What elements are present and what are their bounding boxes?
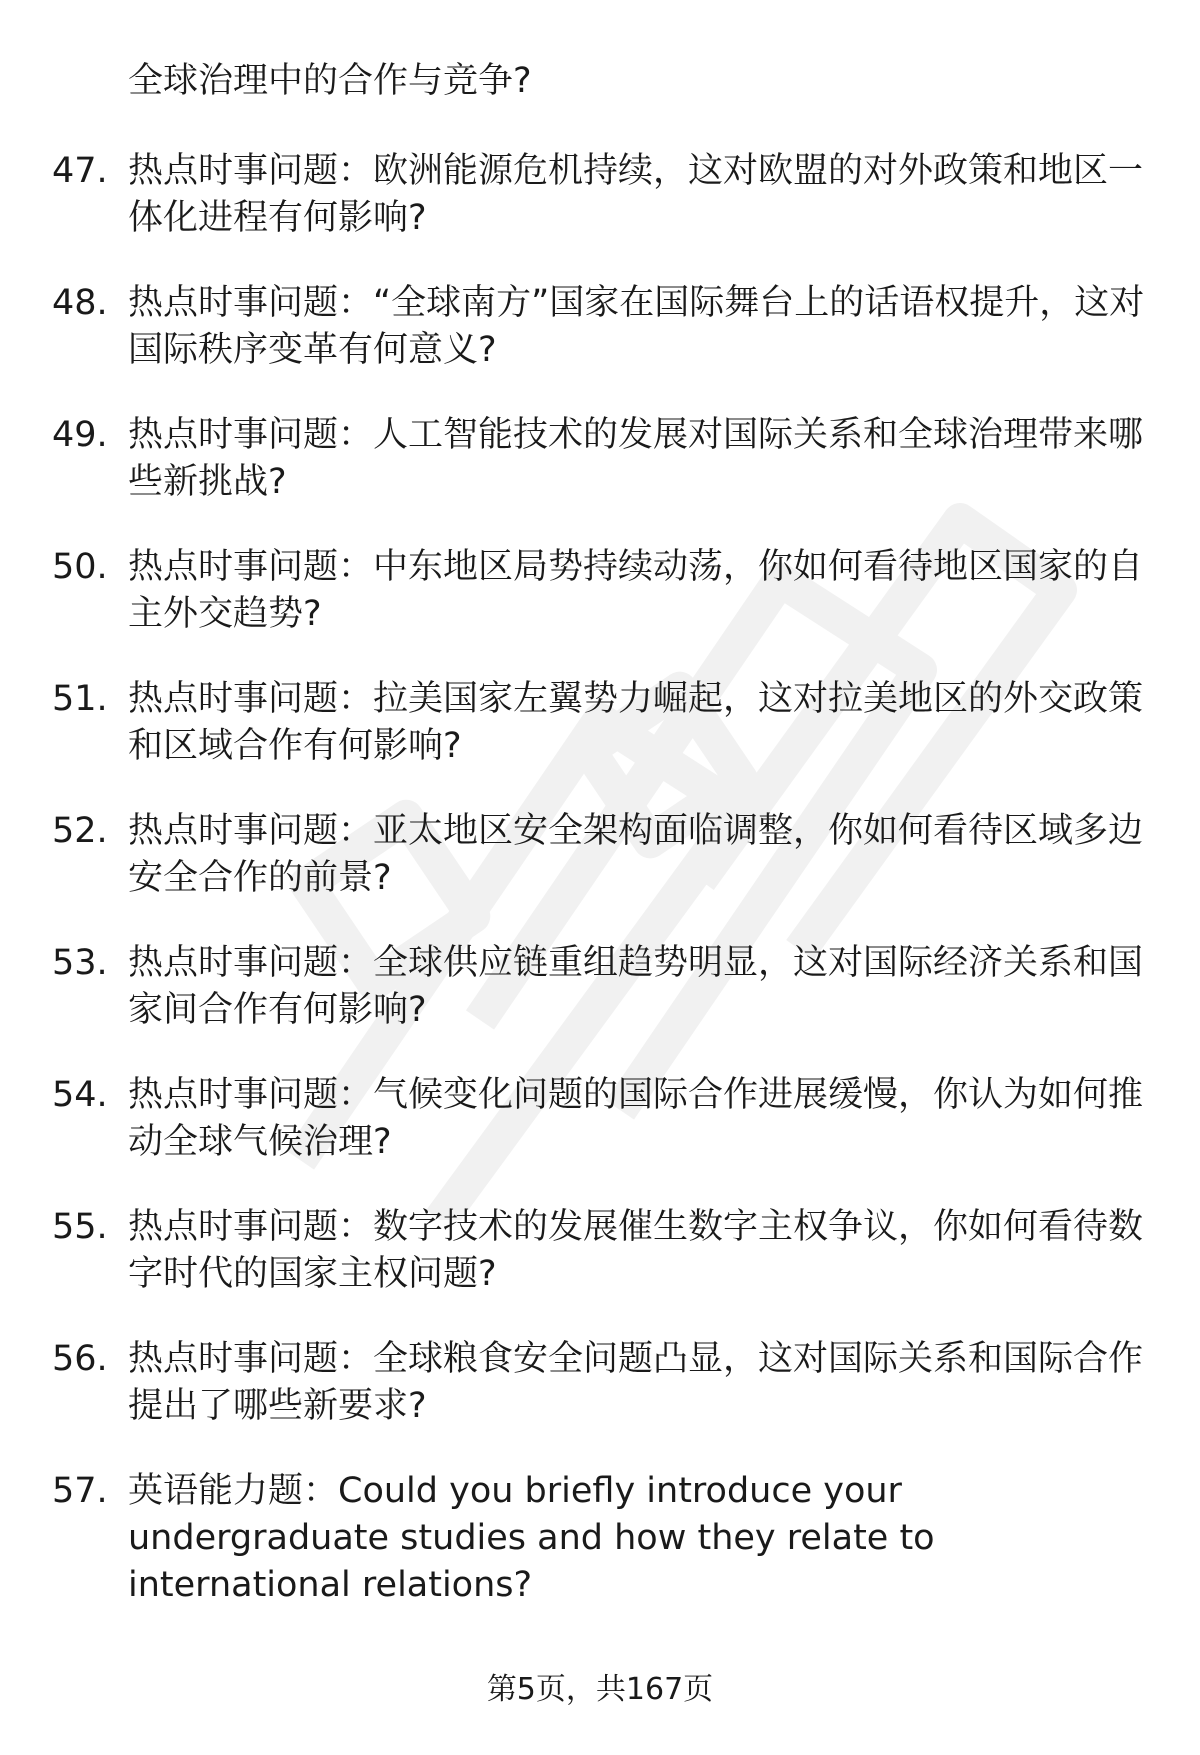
question-number: 47.: [52, 151, 108, 191]
question-item: [0, 1072, 1200, 1164]
question-item: [0, 940, 1200, 1032]
question-text: 热点时事问题：气候变化问题的国际合作进展缓慢，你认为如何推动全球气候治理?: [128, 1075, 1144, 1162]
question-item: [0, 808, 1200, 900]
question-item: [0, 1204, 1200, 1296]
question-item: [0, 1336, 1200, 1428]
question-text: 热点时事问题：人工智能技术的发展对国际关系和全球治理带来哪些新挑战?: [128, 415, 1144, 502]
continuation-text: 全球治理中的合作与竞争?: [128, 61, 532, 101]
question-text: 热点时事问题：中东地区局势持续动荡，你如何看待地区国家的自主外交趋势?: [128, 547, 1144, 634]
question-text: 热点时事问题：“全球南方”国家在国际舞台上的话语权提升，这对国际秩序变革有何意义?: [128, 283, 1145, 370]
question-number: 57.: [52, 1471, 108, 1511]
question-number: 52.: [52, 811, 108, 851]
question-number: 49.: [52, 415, 108, 455]
question-text: 热点时事问题：全球粮食安全问题凸显，这对国际关系和国际合作提出了哪些新要求?: [128, 1339, 1144, 1426]
question-item: [0, 412, 1200, 504]
question-text: 热点时事问题：欧洲能源危机持续，这对欧盟的对外政策和地区一体化进程有何影响?: [128, 151, 1144, 238]
question-number: 51.: [52, 679, 108, 719]
question-number: 54.: [52, 1075, 108, 1115]
question-item: [0, 148, 1200, 240]
question-number: 48.: [52, 283, 108, 323]
question-number: 56.: [52, 1339, 108, 1379]
question-text: 热点时事问题：亚太地区安全架构面临调整，你如何看待区域多边安全合作的前景?: [128, 811, 1144, 898]
question-number: 53.: [52, 943, 108, 983]
question-list: [0, 148, 1200, 1647]
question-item: [0, 280, 1200, 372]
question-item: [0, 544, 1200, 636]
question-item: [0, 676, 1200, 768]
question-item: [0, 1468, 1200, 1607]
question-number: 55.: [52, 1207, 108, 1247]
question-text: 热点时事问题：全球供应链重组趋势明显，这对国际经济关系和国家间合作有何影响?: [128, 943, 1144, 1030]
question-text: 热点时事问题：拉美国家左翼势力崛起，这对拉美地区的外交政策和区域合作有何影响?: [128, 679, 1144, 766]
question-text: 热点时事问题：数字技术的发展催生数字主权争议，你如何看待数字时代的国家主权问题?: [128, 1207, 1144, 1294]
question-number: 50.: [52, 547, 108, 587]
question-text: 英语能力题：Could you briefly introduce your undergraduate studies and how they relate to international relations?: [128, 1471, 935, 1605]
page-footer: 第5页，共167页: [486, 1672, 714, 1707]
